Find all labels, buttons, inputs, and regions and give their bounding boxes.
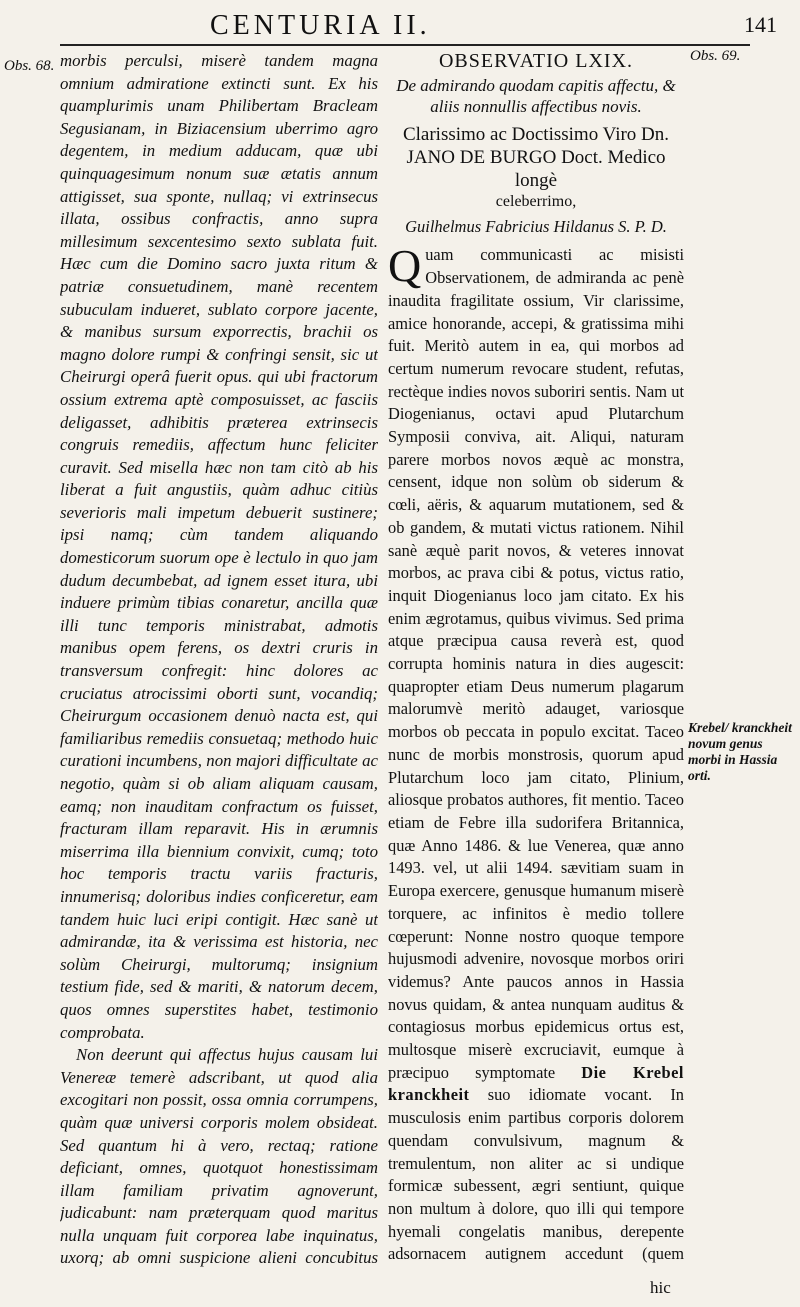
addressee-tail: celeberrimo, (495, 192, 577, 210)
left-paragraph-1: morbis perculsi, miserè tandem magna omnium admiratione extincti sunt. Ex his quamplurimis unam Philibertam Bracleam Segusianam, in Biziacensium uberrimo agro degentem, in medium adducam, quæ ubi quinquagesimum nonum suæ ætatis annum attigisset, sua sponte, nullaq; vi extrinsecus illata, ossibus confractis, anno supra millesimum sexcentesimo sexto sublata fuit. Hæc cum die Domino sacro juxta ritum & patriæ consuetudinem, manè recentem subuculam indueret, sublato corpore jacente, & manibus sursum exporrectis, brachii os magno dolore rumpi & confringi sensit, sic ut Cheirurgi operâ fuerit opus. qui ubi fractorum ossium extrema aptè composuisset, ac fasciis deligasset, adhibitis præterea extrinsecis congruis remediis, affectum hunc feliciter curavit. Sed misella hæc non tam citò ab his liberat a fuit angustiis, quàm adhuc citiùs severioris mali impetum debuerit sustinere; ipsi namq; cùm tandem aliquando domesticorum suorum ope è lectulo in quo jam dudum decumbebat, ad ignem esset itura, ubi induere primùm tibias conaretur, ancilla quæ illi tunc temporis ministrabat, admotis manibus opem ferens, os dextri cruris in transversum confregit: hinc dolores ac cruciatus atrocissimi oborti sunt, vocandiq; Cheirurgum occasionem denuò nacta est, qui familiaribus remediis consuetaq; methodo huic curationi incumbens, non majori difficultate ac negotio, quàm si ob aliam aliquam causam, eamq; non inauditam confractum os fuisset, fracturam illam reparavit. His in ærumnis miserrima illa biennium convixit, cumq; toto hoc temporis tractu variis fracturis, innumerisq; doloribus indies conficeretur, eam tandem huic luci eripi contigit. Hæc sanè ut admirandæ, ita & verissima est historia, nec solùm Cheirurgi, multorumq; insignium testium fide, sed & mariti, & natorum decem, quos omnes superstites habet, testimonio comprobata. (60, 51, 378, 1042)
left-paragraph-2: Non deerunt qui affectus hujus causam lui Venereæ temerè adscribant, ut quod alia excogitari non possit, ossa omnia corrumpens, quàm quæ universi corporis molem obsideat. Sed quantum hi à vero, rectaq; ratione deficiant, omnes, quotquot honestissimam illam familiam privatim agnoverunt, judicabunt: nam præterquam quod maritus nulla unquam fuit corporea labe inquinatus, uxorq; ab omni suspicione alieni concubitus (60, 1045, 378, 1268)
right-column (388, 50, 684, 1269)
header-rule (60, 44, 750, 46)
blackletter-term: Die Krebel kranckheit (388, 1062, 684, 1105)
page-header (0, 0, 800, 44)
letter-body-text: uam communicasti ac misisti Observationem, de admiranda ac penè inaudita fragilitate ossium, Vir clarissime, amice honorande, accepi, & gratissima mihi fuit. Meritò autem in ea, qui morbos ad certum numerum revocare student, refutas, rectèque indies novos suboriri sentis. Nam ut Diogenianus, octavi apud Plutarchum Symposii conviva, ait. Aliqui, naturam parere morbos novos æquè ac monstra, censent, idque non solùm ob siderum & cœli, aëris, & aquarum mutationem, sed & ob gandem, & mutati victus rationem. Nihil sanè æquè parit novos, & veteres innovat morbos, ac prava cibi & potus, victus ratio, inquit Diogenianus loco jam citato. Ex his enim ægrotamus, quibus vivimus. Sed prima atque præcipua causa reverà est, quod corrupta hominis natura in dies augescit: quapropter etiam Deus numerum plagarum malorumvè meritò adauget, variosque morbos ob peccata in populo excitat. Taceo nunc de morbis monstrosis, quorum apud Plutarchum loco jam citato, Plinium, aliosque probatos authores, fit mentio. Taceo etiam de Febre illa sudorifera Britannica, quæ Anno 1486. & lue Venerea, quæ anno 1493. vel, ut alii 1494. sævitiam suam in Europa exercere, genusque humanum miserè torquere, ac infinitos è medio tollere cœperunt: Nonne nostro quoque tempore hujusmodi advenire, novosque morbos oriri videmus? Ante paucos annos in Hassia novus quidam, & antea nunquam auditus & contagiosus morbus epidemicus ortus est, multosque miserè excruciavit, eumque à præcipuo symptomate (388, 245, 684, 1082)
letter-body (388, 240, 684, 1269)
catchword: hic (650, 1278, 671, 1297)
observation-subtitle: De admirando quodam capitis affectu, & aliis nonnullis affectibus novis. (396, 75, 676, 116)
running-title: CENTURIA II. (210, 10, 431, 41)
page-number: 141 (744, 12, 777, 37)
margin-note-krebel: Krebel/ kranckheit novum genus morbi in Hassia orti. (688, 720, 792, 783)
left-column (60, 50, 378, 1269)
drop-cap: Q (388, 240, 422, 292)
margin-note-obs-68: Obs. 68. (4, 58, 55, 74)
addressee: Clarissimo ac Doctissimo Viro Dn. JANO DE BURGO Doct. Medico longè (402, 123, 670, 191)
sender-line: Guilhelmus Fabricius Hildanus S. P. D. (405, 216, 667, 236)
observation-title: OBSERVATIO LXIX. (438, 50, 634, 72)
margin-note-obs-69: Obs. 69. (690, 48, 741, 64)
letter-body-text-end: suo idiomate vocant. In musculosis enim partibus corporis dolorem quendam convulsivum, magnum & tremulentum, non aliter ac si undique formicæ subessent, ægri sentiunt, quique non multum à dolore, quo illi qui tempore hyemali congelatis manibus, derepente adsornacem autignem accedunt (quem (388, 1085, 684, 1264)
